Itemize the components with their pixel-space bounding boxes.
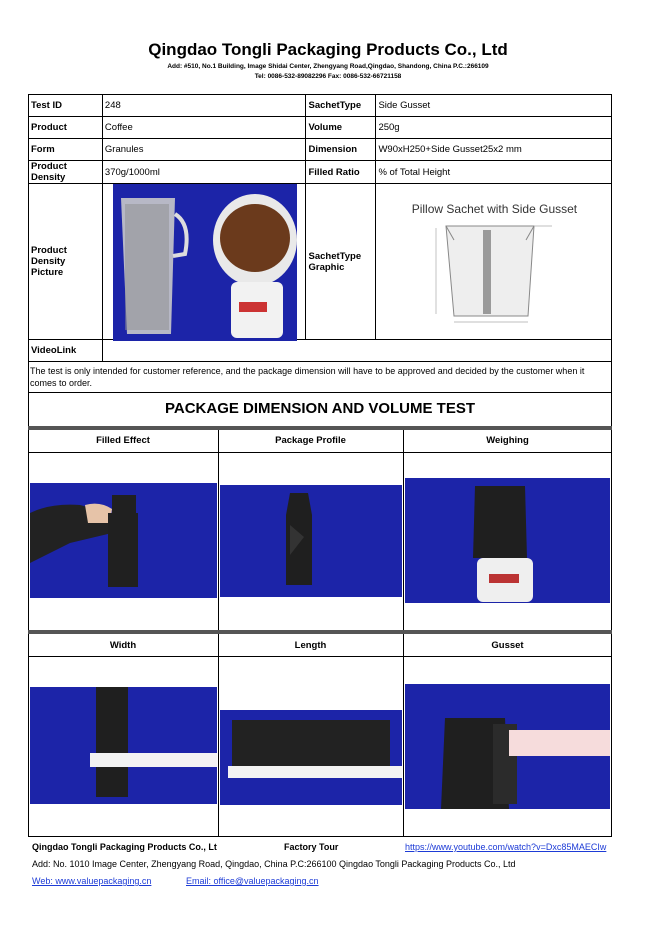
filled-ratio-value: % of Total Height — [376, 161, 612, 184]
density-picture-label: Product Density Picture — [29, 184, 103, 340]
density-label: Product Density — [29, 161, 103, 184]
company-contact: Tel: 0086-532-89082296 Fax: 0086-532-66721158 — [254, 73, 402, 80]
test-info-table — [28, 94, 612, 362]
col-heading-filled-effect: Filled Effect — [96, 435, 150, 446]
web-link[interactable]: Web: www.valuepackaging.cn — [32, 876, 152, 886]
row2-divider — [218, 634, 219, 836]
row1-head-line — [28, 452, 612, 453]
form-value: Granules — [102, 139, 306, 161]
length-photo — [220, 710, 402, 805]
col-heading-width: Width — [109, 640, 137, 651]
email-link[interactable]: Email: office@valuepackaging.cn — [186, 876, 319, 886]
footer-company: Qingdao Tongli Packaging Products Co., Lt — [32, 842, 217, 852]
sachet-graphic-cell — [376, 184, 612, 340]
weighing-photo — [405, 478, 610, 603]
videolink-value — [102, 340, 611, 362]
sachet-type-label: SachetType — [306, 95, 376, 117]
filled-ratio-label: Filled Ratio — [306, 161, 376, 184]
company-title: Qingdao Tongli Packaging Products Co., Ltd — [148, 40, 508, 59]
footer-factory-tour: Factory Tour — [284, 842, 339, 852]
row1-divider — [218, 430, 219, 630]
youtube-link[interactable]: https://www.youtube.com/watch?v=Dxc85MAECIw — [405, 842, 607, 852]
notice-box — [28, 362, 612, 393]
dimension-value: W90xH250+Side Gusset25x2 mm — [376, 139, 612, 161]
disclaimer-text: The test is only intended for customer reference, and the package dimension will have to be approved and decided by the customer when it comes to order. — [30, 366, 585, 388]
filled-effect-photo — [30, 483, 217, 598]
table-row — [29, 117, 612, 139]
section-title: PACKAGE DIMENSION AND VOLUME TEST — [164, 400, 475, 417]
section-title-box — [28, 392, 612, 426]
table-row — [29, 95, 612, 117]
product-value: Coffee — [102, 117, 306, 139]
sachet-diagram — [426, 218, 566, 330]
density-value: 370g/1000ml — [102, 161, 306, 184]
row1-divider — [403, 430, 404, 630]
graphic-title: Pillow Sachet with Side Gusset — [411, 202, 578, 216]
test-id-label: Test ID — [29, 95, 103, 117]
table-row — [29, 340, 612, 362]
table-row — [29, 161, 612, 184]
col-heading-weighing: Weighing — [486, 435, 529, 446]
row2-divider — [403, 634, 404, 836]
row2-head-line — [28, 656, 612, 657]
table-row — [29, 184, 612, 340]
width-photo — [30, 687, 217, 804]
videolink-label: VideoLink — [29, 340, 103, 362]
footer-address: Add: No. 1010 Image Center, Zhengyang Road, Qingdao, China P.C:266100 Qingdao Tongli Packaging Products Co., Ltd — [32, 859, 516, 869]
col-heading-package-profile: Package Profile — [275, 435, 346, 446]
density-picture-cell — [102, 184, 306, 340]
dimension-label: Dimension — [306, 139, 376, 161]
volume-label: Volume — [306, 117, 376, 139]
product-label: Product — [29, 117, 103, 139]
form-label: Form — [29, 139, 103, 161]
col-heading-length: Length — [294, 640, 327, 651]
sachet-type-value: Side Gusset — [376, 95, 612, 117]
density-photo — [113, 184, 297, 341]
col-heading-gusset: Gusset — [491, 640, 524, 651]
package-profile-photo — [220, 485, 402, 597]
volume-value: 250g — [376, 117, 612, 139]
company-address: Add: #510, No.1 Building, Image Shidai Center, Zhengyang Road,Qingdao, Shandong, China P.C.:266109 — [167, 63, 489, 70]
test-id-value: 248 — [102, 95, 306, 117]
table-row — [29, 139, 612, 161]
gusset-photo — [405, 684, 610, 809]
sachet-graphic-label: SachetType Graphic — [306, 184, 376, 340]
